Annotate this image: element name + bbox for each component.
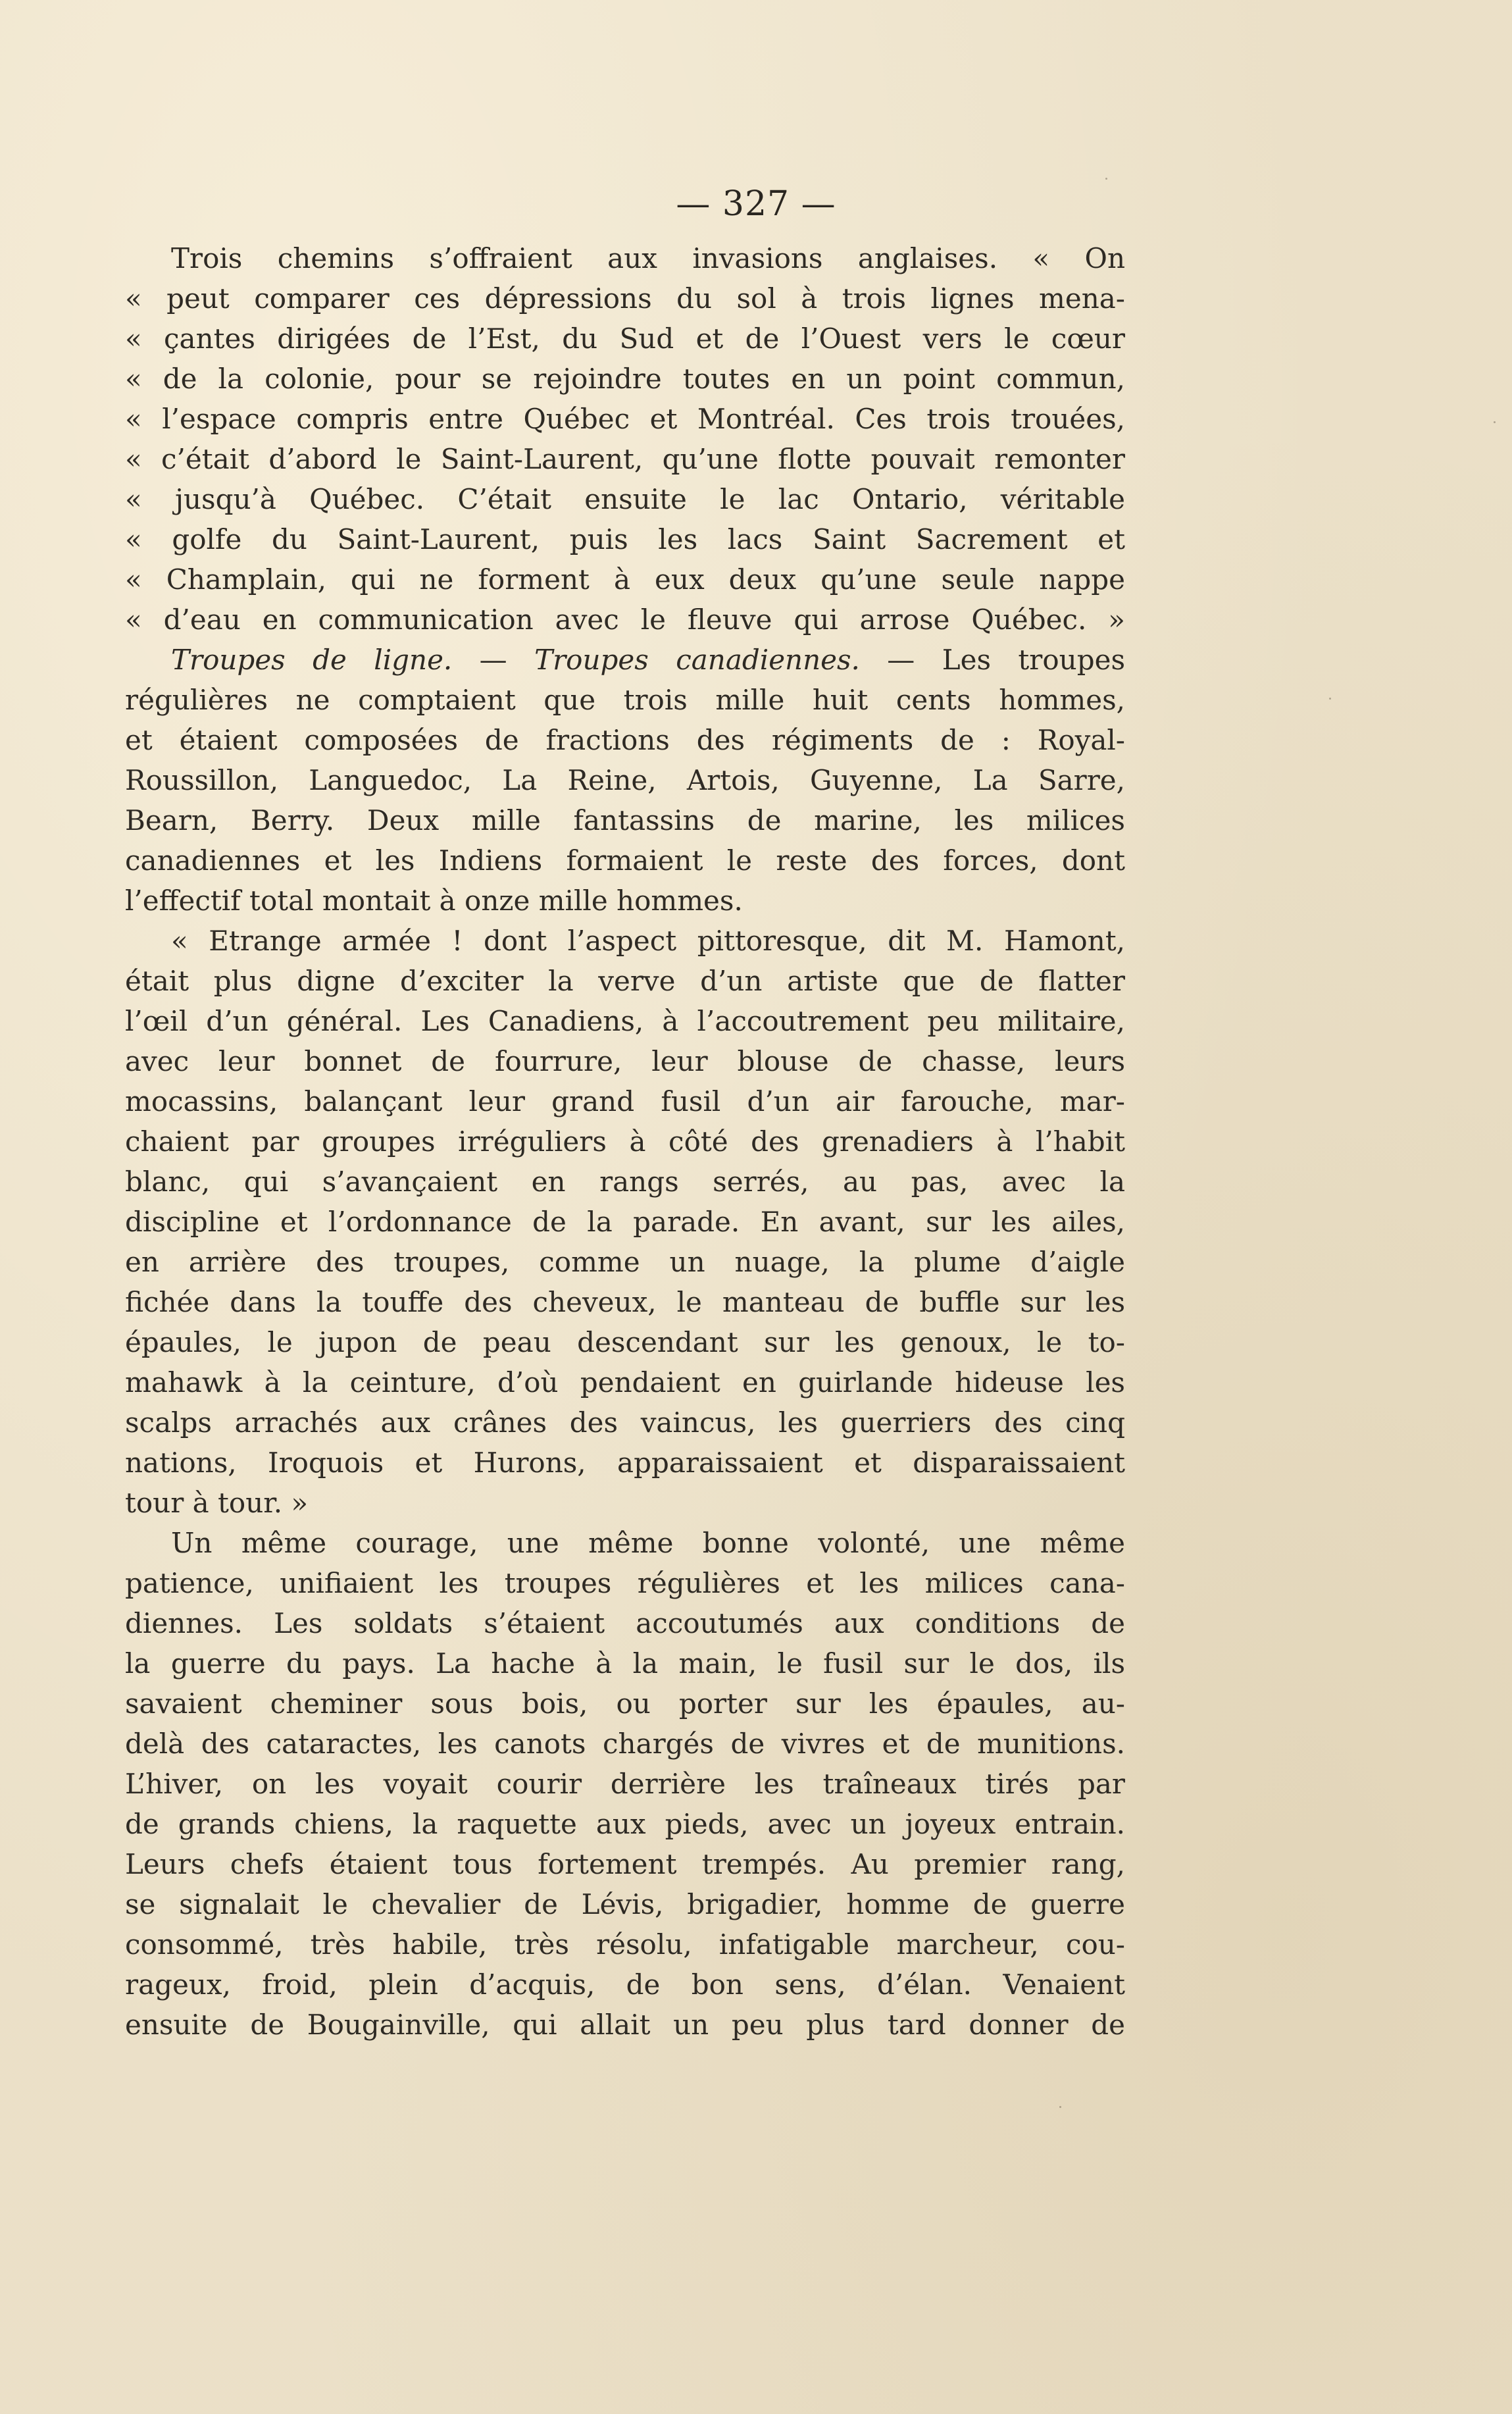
text-line: en arrière des troupes, comme un nuage, la plume d’aigle: [125, 1246, 1125, 1278]
text-line: la guerre du pays. La hache à la main, le fusil sur le dos, ils: [125, 1647, 1125, 1680]
text-line: régulières ne comptaient que trois mille huit cents hommes,: [125, 684, 1125, 716]
text-line: « c’était d’abord le Saint-Laurent, qu’une flotte pouvait remonter: [125, 443, 1125, 475]
text-line: « d’eau en communication avec le fleuve qui arrose Québec. »: [125, 604, 1125, 636]
text-line: « golfe du Saint-Laurent, puis les lacs Saint Sacrement et: [125, 523, 1125, 555]
page-number: — 327 —: [676, 184, 836, 224]
text-line: rageux, froid, plein d’acquis, de bon sens, d’élan. Venaient: [125, 1968, 1125, 2001]
text-line: mocassins, balançant leur grand fusil d’un air farouche, mar-: [125, 1085, 1125, 1117]
text-line: fichée dans la touffe des cheveux, le manteau de buffle sur les: [125, 1286, 1125, 1318]
body-text: [125, 238, 1125, 2045]
text-line: « l’espace compris entre Québec et Montréal. Ces trois trouées,: [125, 403, 1125, 435]
text-line: « de la colonie, pour se rejoindre toutes en un point commun,: [125, 363, 1125, 395]
text-line: blanc, qui s’avançaient en rangs serrés, au pas, avec la: [125, 1166, 1125, 1198]
text-line: et étaient composées de fractions des régiments de : Royal-: [125, 724, 1125, 756]
text-line: Roussillon, Languedoc, La Reine, Artois, Guyenne, La Sarre,: [125, 764, 1125, 796]
text-line: « peut comparer ces dépressions du sol à trois lignes mena-: [125, 282, 1125, 315]
text-line: se signalait le chevalier de Lévis, brigadier, homme de guerre: [125, 1888, 1125, 1920]
text-line: Leurs chefs étaient tous fortement trempés. Au premier rang,: [125, 1848, 1125, 1880]
text-line: était plus digne d’exciter la verve d’un artiste que de flatter: [125, 965, 1125, 997]
text-line: « çantes dirigées de l’Est, du Sud et de l’Ouest vers le cœur: [125, 322, 1125, 355]
text-line: chaient par groupes irréguliers à côté des grenadiers à l’habit: [125, 1125, 1125, 1158]
italic-heading: Troupes canadiennes.: [534, 644, 860, 676]
troupes-heading-line: [125, 640, 1125, 680]
text-line: delà des cataractes, les canots chargés de vivres et de munitions.: [125, 1728, 1125, 1760]
text-line: de grands chiens, la raquette aux pieds, avec un joyeux entrain.: [125, 1808, 1125, 1840]
text-fragment: — Les troupes: [859, 644, 1126, 676]
text-line: avec leur bonnet de fourrure, leur blouse de chasse, leurs: [125, 1045, 1125, 1077]
text-line: savaient cheminer sous bois, ou porter sur les épaules, au-: [125, 1687, 1125, 1720]
text-line: ensuite de Bougainville, qui allait un peu plus tard donner de: [125, 2009, 1125, 2041]
text-line: l’œil d’un général. Les Canadiens, à l’accoutrement peu militaire,: [125, 1005, 1125, 1037]
paper-speck: [1329, 698, 1331, 700]
text-line: « Etrange armée ! dont l’aspect pittoresque, dit M. Hamont,: [171, 925, 1125, 957]
text-line: nations, Iroquois et Hurons, apparaissaient et disparaissaient: [125, 1447, 1125, 1479]
text-line: Un même courage, une même bonne volonté, une même: [171, 1527, 1125, 1559]
paper-speck: [1059, 2106, 1061, 2108]
text-line: discipline et l’ordonnance de la parade. En avant, sur les ailes,: [125, 1206, 1125, 1238]
text-line: Bearn, Berry. Deux mille fantassins de marine, les milices: [125, 804, 1125, 836]
text-line: mahawk à la ceinture, d’où pendaient en guirlande hideuse les: [125, 1366, 1125, 1399]
text-line: Trois chemins s’offraient aux invasions anglaises. « On: [171, 242, 1125, 274]
text-line: « Champlain, qui ne forment à eux deux qu’une seule nappe: [125, 563, 1125, 596]
italic-heading: Troupes de ligne.: [171, 644, 453, 676]
text-line: tour à tour. »: [125, 1487, 309, 1519]
text-line: épaules, le jupon de peau descendant sur les genoux, le to-: [125, 1326, 1125, 1358]
dash: —: [452, 644, 535, 676]
text-line: scalps arrachés aux crânes des vaincus, les guerriers des cinq: [125, 1406, 1125, 1439]
text-line: canadiennes et les Indiens formaient le reste des forces, dont: [125, 844, 1125, 877]
text-line: diennes. Les soldats s’étaient accoutumés aux conditions de: [125, 1607, 1125, 1639]
paper-speck: [1105, 178, 1107, 180]
text-line: L’hiver, on les voyait courir derrière les traîneaux tirés par: [125, 1768, 1125, 1800]
paper-speck: [1494, 421, 1496, 423]
text-line: patience, unifiaient les troupes régulières et les milices cana-: [125, 1567, 1125, 1599]
text-line: consommé, très habile, très résolu, infatigable marcheur, cou-: [125, 1928, 1125, 1961]
text-line: l’effectif total montait à onze mille hommes.: [125, 885, 743, 917]
text-line: « jusqu’à Québec. C’était ensuite le lac Ontario, véritable: [125, 483, 1125, 515]
